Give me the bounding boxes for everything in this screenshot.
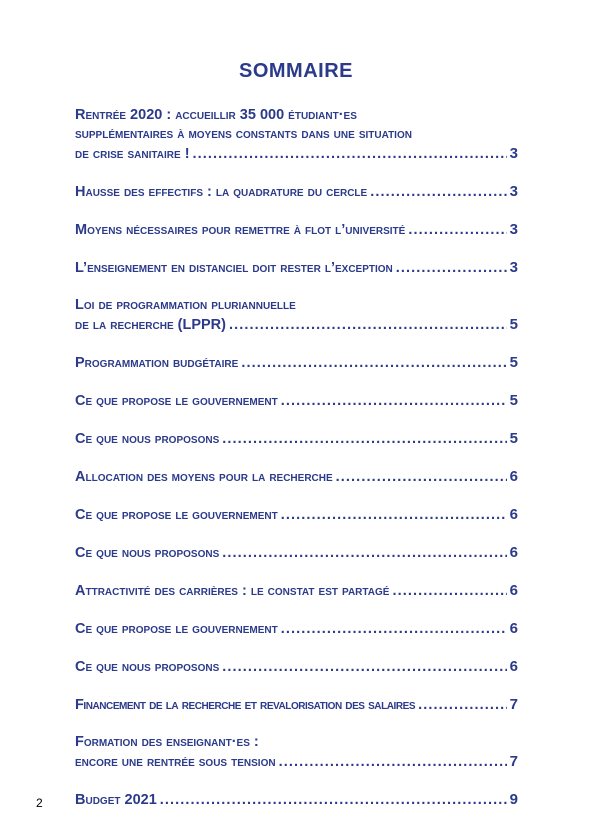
dot-leader — [396, 259, 507, 278]
toc-entry[interactable] — [75, 353, 518, 373]
toc-entry-line: L’enseignement en distanciel doit rester l’exception — [75, 260, 393, 276]
toc-page-number: 3 — [509, 259, 518, 276]
dot-leader — [222, 544, 506, 563]
dot-leader — [418, 696, 507, 715]
toc-entry[interactable] — [75, 733, 518, 772]
toc-page-number: 7 — [509, 696, 518, 713]
page-title: SOMMAIRE — [239, 60, 353, 82]
toc-entry-line: Ce que nous proposons — [75, 431, 220, 447]
toc-page-number: 6 — [509, 658, 518, 675]
toc-entry[interactable] — [75, 619, 518, 639]
toc-entry-line: Programmation budgétaire — [75, 355, 239, 371]
toc-entry[interactable] — [75, 581, 518, 601]
toc-entry[interactable] — [75, 657, 518, 677]
toc-entry[interactable] — [75, 106, 518, 164]
toc-page-number: 5 — [509, 392, 518, 409]
toc-page-number: 6 — [509, 582, 518, 599]
toc-page-number: 3 — [509, 221, 518, 238]
toc-page-number: 7 — [509, 753, 518, 770]
toc-entry-line: Hausse des effectifs : la quadrature du cercle — [75, 184, 368, 200]
toc-page-number: 9 — [509, 791, 518, 808]
dot-leader — [392, 582, 506, 601]
toc-entry[interactable] — [75, 429, 518, 449]
dot-leader — [281, 506, 507, 525]
toc-entry-line: encore une rentrée sous tension — [75, 754, 276, 770]
dot-leader — [229, 316, 507, 335]
dot-leader — [222, 430, 506, 449]
toc-page-number: 6 — [509, 506, 518, 523]
toc-entry-line: Ce que propose le gouvernement — [75, 393, 278, 409]
toc-entry[interactable] — [75, 182, 518, 202]
toc-entry-line: Loi de programmation pluriannuelle — [75, 297, 296, 313]
page-number: 2 — [36, 796, 43, 810]
toc-entry[interactable] — [75, 296, 518, 335]
toc-page-number: 6 — [509, 544, 518, 561]
toc-entry[interactable] — [75, 258, 518, 278]
dot-leader — [408, 221, 506, 240]
toc-page-number: 3 — [509, 145, 518, 162]
toc-entry-line: Allocation des moyens pour la recherche — [75, 469, 333, 485]
toc-entry-line: de la recherche (LPPR) — [75, 317, 226, 333]
toc-entry-line: Attractivité des carrières : le constat est partagé — [75, 583, 390, 599]
toc-page-number: 5 — [509, 354, 518, 371]
toc-entry[interactable] — [75, 467, 518, 487]
toc-entry[interactable] — [75, 505, 518, 525]
dot-leader — [281, 392, 507, 411]
toc-entry-line: Ce que propose le gouvernement — [75, 621, 278, 637]
toc-entry-line: Moyens nécessaires pour remettre à flot l’université — [75, 222, 406, 238]
toc-entry[interactable] — [75, 220, 518, 240]
toc-entry-line: de crise sanitaire ! — [75, 146, 190, 162]
toc-page-number: 6 — [509, 620, 518, 637]
dot-leader — [241, 354, 506, 373]
toc-entry-line: Ce que nous proposons — [75, 545, 220, 561]
dot-leader — [193, 145, 507, 164]
toc-entry-line: Budget 2021 — [75, 792, 157, 808]
dot-leader — [336, 468, 507, 487]
dot-leader — [281, 620, 507, 639]
toc-page-number: 5 — [509, 316, 518, 333]
toc-page-number: 5 — [509, 430, 518, 447]
dot-leader — [370, 183, 506, 202]
toc-entry-line: Formation des enseignant·es : — [75, 734, 259, 750]
toc-entry-line: Ce que nous proposons — [75, 659, 220, 675]
dot-leader — [222, 658, 506, 677]
toc-entry-line: supplémentaires à moyens constants dans une situation — [75, 126, 412, 142]
toc-entry-line: Financement de la recherche et revalorisation des salaires — [75, 697, 416, 713]
dot-leader — [279, 753, 507, 772]
toc-entry[interactable] — [75, 790, 518, 810]
toc-page-number: 6 — [509, 468, 518, 485]
toc-entry-line: Rentrée 2020 : accueillir 35 000 étudiant·es — [75, 107, 357, 123]
toc-entry[interactable] — [75, 391, 518, 411]
toc-entry[interactable] — [75, 695, 518, 715]
toc-entry-line: Ce que propose le gouvernement — [75, 507, 278, 523]
toc-page-number: 3 — [509, 183, 518, 200]
toc-entry[interactable] — [75, 543, 518, 563]
table-of-contents — [75, 106, 518, 828]
dot-leader — [160, 791, 507, 810]
